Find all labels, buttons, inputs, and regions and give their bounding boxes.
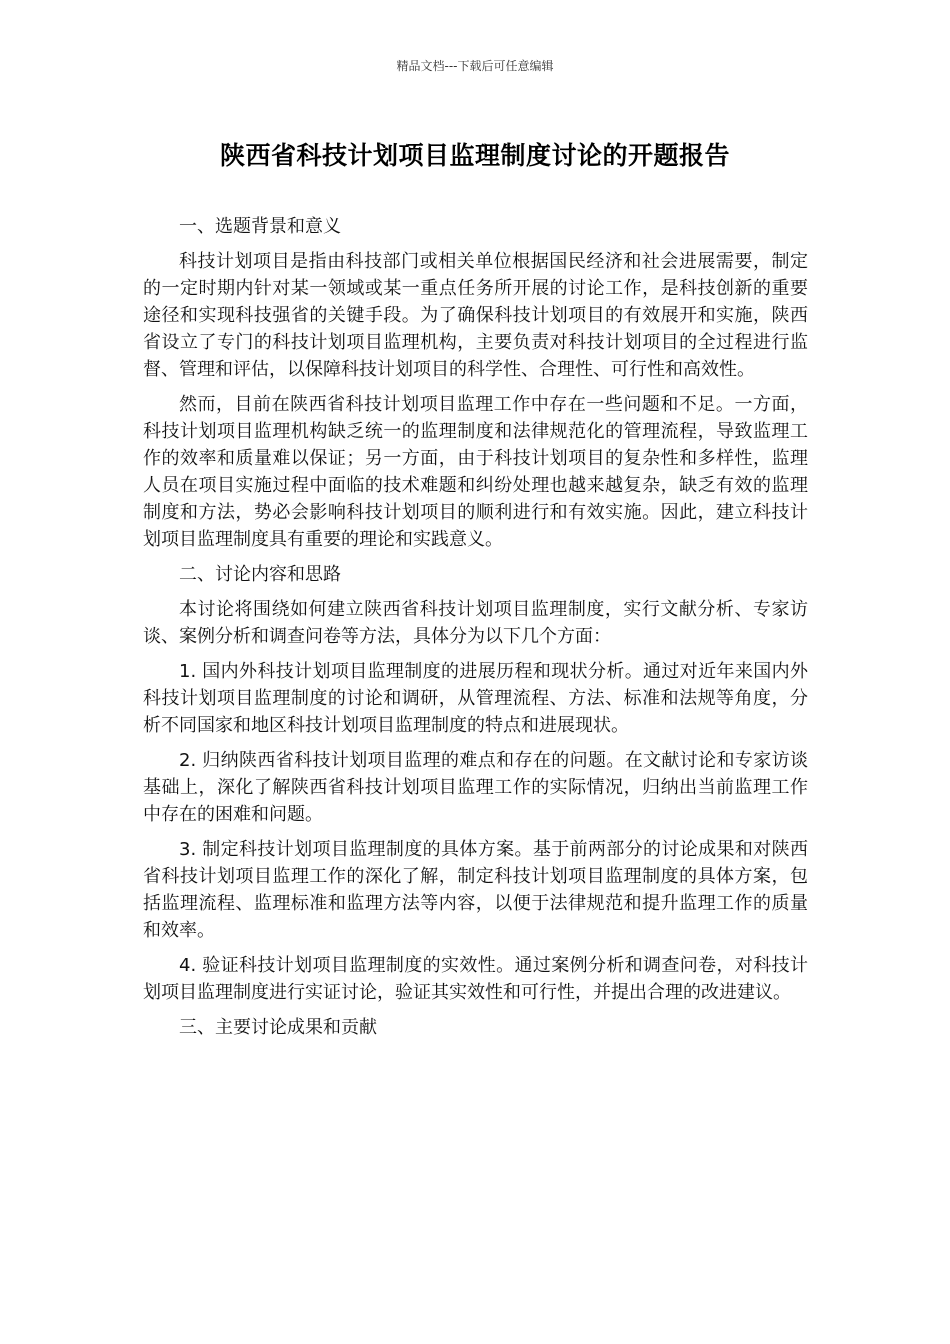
list-item-4: 4. 验证科技计划项目监理制度的实效性。通过案例分析和调查问卷，对科技计划项目监理制度进行实证讨论，验证其实效性和可行性，并提出合理的改进建议。	[143, 955, 808, 1003]
list-item-1: 1. 国内外科技计划项目监理制度的进展历程和现状分析。通过对近年来国内外科技计划项目监理制度的讨论和调研，从管理流程、方法、标准和法规等角度，分析不同国家和地区科技计划项目监理制度的特点和进展现状。	[143, 661, 808, 736]
document-body	[143, 213, 808, 1049]
paragraph-background-2: 然而，目前在陕西省科技计划项目监理工作中存在一些问题和不足。一方面，科技计划项目监理机构缺乏统一的监理制度和法律规范化的管理流程，导致监理工作的效率和质量难以保证；另一方面，由于科技计划项目的复杂性和多样性，监理人员在项目实施过程中面临的技术难题和纠纷处理也越来越复杂，缺乏有效的监理制度和方法，势必会影响科技计划项目的顺利进行和有效实施。因此，建立科技计划项目监理制度具有重要的理论和实践意义。	[143, 394, 808, 550]
page-header-note: 精品文档---下载后可任意编辑	[396, 59, 554, 73]
section-heading-content: 二、讨论内容和思路	[179, 564, 341, 585]
list-item-3: 3. 制定科技计划项目监理制度的具体方案。基于前两部分的讨论成果和对陕西省科技计划项目监理工作的深化了解，制定科技计划项目监理制度的具体方案，包括监理流程、监理标准和监理方法等内容，以便于法律规范和提升监理工作的质量和效率。	[143, 839, 808, 941]
paragraph-background-1: 科技计划项目是指由科技部门或相关单位根据国民经济和社会进展需要，制定的一定时期内针对某一领域或某一重点任务所开展的讨论工作，是科技创新的重要途径和实现科技强省的关键手段。为了确保科技计划项目的有效展开和实施，陕西省设立了专门的科技计划项目监理机构，主要负责对科技计划项目的全过程进行监督、管理和评估，以保障科技计划项目的科学性、合理性、可行性和高效性。	[143, 251, 808, 380]
section-heading-background: 一、选题背景和意义	[179, 216, 341, 237]
list-item-2: 2. 归纳陕西省科技计划项目监理的难点和存在的问题。在文献讨论和专家访谈基础上，深化了解陕西省科技计划项目监理工作的实际情况，归纳出当前监理工作中存在的困难和问题。	[143, 750, 808, 825]
paragraph-content-intro: 本讨论将围绕如何建立陕西省科技计划项目监理制度，实行文献分析、专家访谈、案例分析和调查问卷等方法，具体分为以下几个方面：	[143, 599, 808, 647]
section-heading-results: 三、主要讨论成果和贡献	[179, 1017, 377, 1038]
document-title: 陕西省科技计划项目监理制度讨论的开题报告	[219, 141, 730, 170]
